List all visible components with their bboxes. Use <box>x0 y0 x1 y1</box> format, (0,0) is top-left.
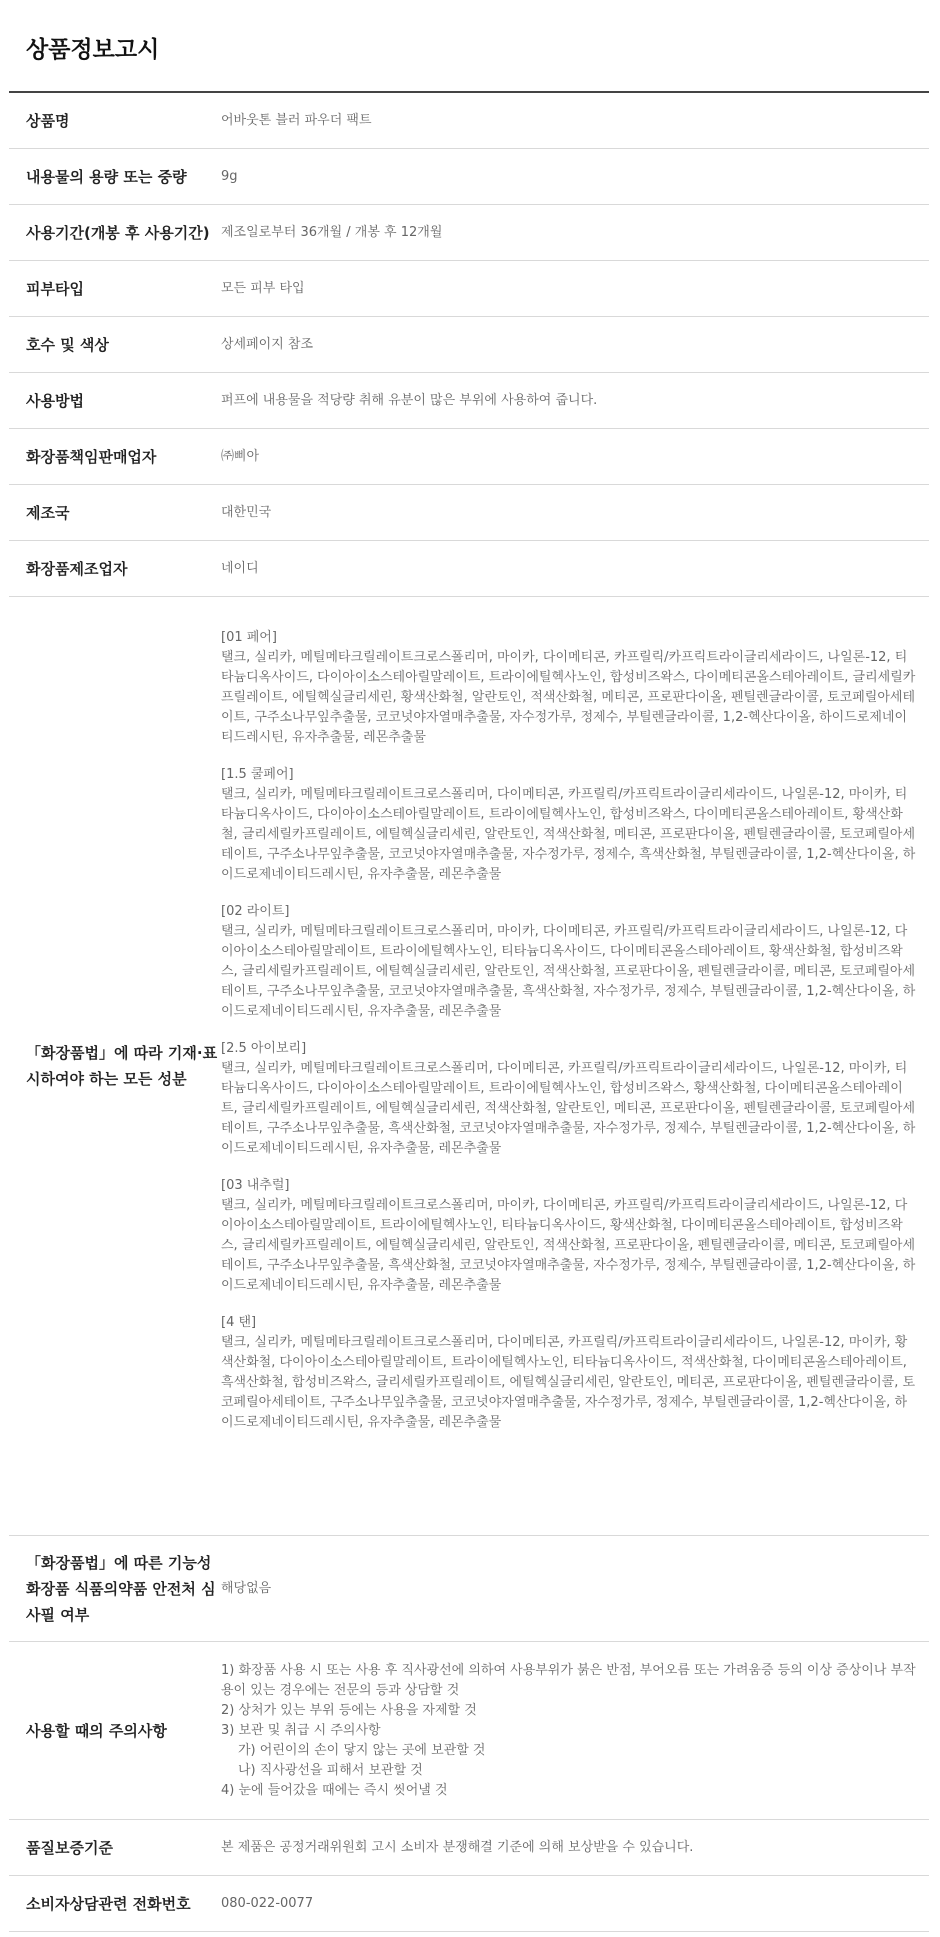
ingredient-block <box>221 1313 919 1433</box>
shade-label: [2.5 아이보리] <box>221 1041 307 1056</box>
precautions-row <box>9 1642 929 1820</box>
functional-row <box>9 1536 929 1642</box>
precaution-subitem: 나) 직사광선을 피해서 보관할 것 <box>238 1762 423 1778</box>
table-row <box>9 1876 929 1932</box>
row-label: 상품명 <box>26 111 70 130</box>
ingredient-block <box>221 628 919 748</box>
row-value: ㈜삐아 <box>221 448 260 464</box>
row-value: 퍼프에 내용물을 적당량 취해 유분이 많은 부위에 사용하여 줍니다. <box>221 392 598 408</box>
precautions-label: 사용할 때의 주의사항 <box>26 1721 167 1740</box>
ingredient-block <box>221 902 919 1022</box>
row-value: 네이디 <box>221 560 259 576</box>
label-line: 「화장품법」에 따른 <box>26 1553 163 1572</box>
row-value: 어바웃톤 블러 파우더 팩트 <box>221 112 372 128</box>
functional-label <box>9 1536 221 1641</box>
table-row <box>9 485 929 541</box>
precaution-item: 4) 눈에 들어갔을 때에는 즉시 씻어낼 것 <box>221 1782 448 1798</box>
ingredient-list: 탤크, 실리카, 메틸메타크릴레이트크로스폴리머, 다이메티콘, 카프릴릭/카프릭트라이글리세라이드, 나일론-12, 마이카, 티타늄디옥사이드, 다이아이소스테아릴말레이트, 트라이에틸헥사노인, 합성비즈왁스, 황색산화철, 다이메티콘올스테아레이트, 글리세릴카프릴레이트, 에틸헥실글리세린, 적색산화철, 알란토인, 메티콘, 프로판다이올, 펜틸렌글라이콜, 토코페릴아세테이트, 구주소나무잎추출물, 흑색산화철, 코코넛야자열매추출물, 자수정가루, 정제수, 부틸렌글라이콜, 1,2-헥산다이올, 하이드로제네이티드레시틴, 유자추출물, 레몬추출물 <box>221 1061 916 1156</box>
ingredient-list: 탤크, 실리카, 메틸메타크릴레이트크로스폴리머, 마이카, 다이메티콘, 카프릴릭/카프릭트라이글리세라이드, 나일론-12, 티타늄디옥사이드, 다이아이소스테아릴말레이트, 트라이에틸헥사노인, 합성비즈왁스, 다이메티콘올스테아레이트, 글리세릴카프릴레이트, 에틸헥실글리세린, 황색산화철, 알란토인, 적색산화철, 메티콘, 프로판다이올, 펜틸렌글라이콜, 토코페릴아세테이트, 구주소나무잎추출물, 코코넛야자열매추출물, 자수정가루, 정제수, 부틸렌글라이콜, 1,2-헥산다이올, 하이드로제네이티드레시틴, 유자추출물, 레몬추출물 <box>221 650 916 745</box>
shade-label: [1.5 쿨페어] <box>221 767 294 782</box>
label-line: 기능성 화장품 식품의약품 <box>26 1553 212 1598</box>
shade-label: [03 내추럴] <box>221 1178 290 1193</box>
label-line: 모든 성분 <box>123 1070 187 1088</box>
ingredient-block <box>221 1039 919 1159</box>
row-label: 사용기간(개봉 후 사용기간) <box>26 223 210 242</box>
row-label: 화장품책임판매업자 <box>26 447 157 466</box>
precautions-value <box>221 1642 929 1819</box>
label-line: 안전처 심사필 여부 <box>26 1579 216 1624</box>
ingredients-row <box>9 597 929 1536</box>
table-row <box>9 541 929 597</box>
table-row <box>9 1820 929 1876</box>
table-row <box>9 149 929 205</box>
shade-label: [02 라이트] <box>221 904 290 919</box>
table-row <box>9 317 929 373</box>
ingredient-list: 탤크, 실리카, 메틸메타크릴레이트크로스폴리머, 다이메티콘, 카프릴릭/카프릭트라이글리세라이드, 나일론-12, 마이카, 황색산화철, 다이아이소스테아릴말레이트, 트라이에틸헥사노인, 티타늄디옥사이드, 적색산화철, 다이메티콘올스테아레이트, 흑색산화철, 합성비즈왁스, 글리세릴카프릴레이트, 에틸헥실글리세린, 알란토인, 메티콘, 프로판다이올, 펜틸렌글라이콜, 토코페릴아세테이트, 구주소나무잎추출물, 코코넛야자열매추출물, 자수정가루, 정제수, 부틸렌글라이콜, 1,2-헥산다이올, 하이드로제네이티드레시틴, 유자추출물, 레몬추출물 <box>221 1335 916 1430</box>
shade-label: [4 탠] <box>221 1315 257 1330</box>
table-row <box>9 373 929 429</box>
row-label: 제조국 <box>26 503 70 522</box>
row-value: 본 제품은 공정거래위원회 고시 소비자 분쟁해결 기준에 의해 보상받을 수 있습니다. <box>221 1839 694 1855</box>
label-line: 「화장품법」에 따라 <box>26 1044 163 1062</box>
row-label: 사용방법 <box>26 391 84 410</box>
row-value: 대한민국 <box>221 504 272 520</box>
ingredients-label <box>9 597 221 1535</box>
row-label: 품질보증기준 <box>26 1838 113 1857</box>
precaution-item: 3) 보관 및 취급 시 주의사항 <box>221 1722 381 1738</box>
row-value: 상세페이지 참조 <box>221 336 314 352</box>
row-label: 호수 및 색상 <box>26 335 109 354</box>
precaution-item: 2) 상처가 있는 부위 등에는 사용을 자제할 것 <box>221 1702 477 1718</box>
ingredients-value <box>221 597 929 1535</box>
table-row <box>9 261 929 317</box>
ingredient-list: 탤크, 실리카, 메틸메타크릴레이트크로스폴리머, 마이카, 다이메티콘, 카프릴릭/카프릭트라이글리세라이드, 나일론-12, 다이아이소스테아릴말레이트, 트라이에틸헥사노인, 티타늄디옥사이드, 다이메티콘올스테아레이트, 황색산화철, 합성비즈왁스, 글리세릴카프릴레이트, 에틸헥실글리세린, 알란토인, 적색산화철, 프로판다이올, 펜틸렌글라이콜, 메티콘, 토코페릴아세테이트, 구주소나무잎추출물, 코코넛야자열매추출물, 흑색산화철, 자수정가루, 정제수, 부틸렌글라이콜, 1,2-헥산다이올, 하이드로제네이티드레시틴, 유자추출물, 레몬추출물 <box>221 924 916 1019</box>
label-line: 기재·표시하여야 하는 <box>26 1044 218 1088</box>
row-value: 9g <box>221 168 238 184</box>
page-title: 상품정보고시 <box>26 37 160 63</box>
ingredient-list: 탤크, 실리카, 메틸메타크릴레이트크로스폴리머, 마이카, 다이메티콘, 카프릴릭/카프릭트라이글리세라이드, 나일론-12, 다이아이소스테아릴말레이트, 트라이에틸헥사노인, 티타늄디옥사이드, 황색산화철, 다이메티콘올스테아레이트, 합성비즈왁스, 글리세릴카프릴레이트, 에틸헥실글리세린, 알란토인, 적색산화철, 프로판다이올, 펜틸렌글라이콜, 메티콘, 토코페릴아세테이트, 구주소나무잎추출물, 흑색산화철, 코코넛야자열매추출물, 자수정가루, 정제수, 부틸렌글라이콜, 1,2-헥산다이올, 하이드로제네이티드레시틴, 유자추출물, 레몬추출물 <box>221 1198 916 1293</box>
ingredient-block <box>221 1176 919 1296</box>
table-row <box>9 429 929 485</box>
row-label: 내용물의 용량 또는 중량 <box>26 167 187 186</box>
info-table <box>9 91 929 1932</box>
row-value: 080-022-0077 <box>221 1895 314 1911</box>
precaution-subitem: 가) 어린이의 손이 닿지 않는 곳에 보관할 것 <box>238 1742 486 1758</box>
precaution-item: 1) 화장품 사용 시 또는 사용 후 직사광선에 의하여 사용부위가 붉은 반점, 부어오름 또는 가려움증 등의 이상 증상이나 부작용이 있는 경우에는 전문의 등과 상담할 것 <box>221 1662 916 1698</box>
product-info-notice <box>9 0 929 1932</box>
row-label: 소비자상담관련 전화번호 <box>26 1894 191 1913</box>
row-label: 피부타입 <box>26 279 84 298</box>
row-value: 모든 피부 타입 <box>221 280 305 296</box>
ingredient-block <box>221 765 919 885</box>
table-row <box>9 205 929 261</box>
table-row <box>9 93 929 149</box>
row-label: 화장품제조업자 <box>26 559 128 578</box>
row-value: 제조일로부터 36개월 / 개봉 후 12개월 <box>221 224 443 240</box>
ingredient-list: 탤크, 실리카, 메틸메타크릴레이트크로스폴리머, 다이메티콘, 카프릴릭/카프릭트라이글리세라이드, 나일론-12, 마이카, 티타늄디옥사이드, 다이아이소스테아릴말레이트, 트라이에틸헥사노인, 합성비즈왁스, 다이메티콘올스테아레이트, 황색산화철, 글리세릴카프릴레이트, 에틸헥실글리세린, 알란토인, 적색산화철, 메티콘, 프로판다이올, 펜틸렌글라이콜, 토코페릴아세테이트, 구주소나무잎추출물, 코코넛야자열매추출물, 자수정가루, 정제수, 흑색산화철, 부틸렌글라이콜, 1,2-헥산다이올, 하이드로제네이티드레시틴, 유자추출물, 레몬추출물 <box>221 787 916 882</box>
shade-label: [01 페어] <box>221 630 277 645</box>
functional-value: 해당없음 <box>221 1580 272 1596</box>
